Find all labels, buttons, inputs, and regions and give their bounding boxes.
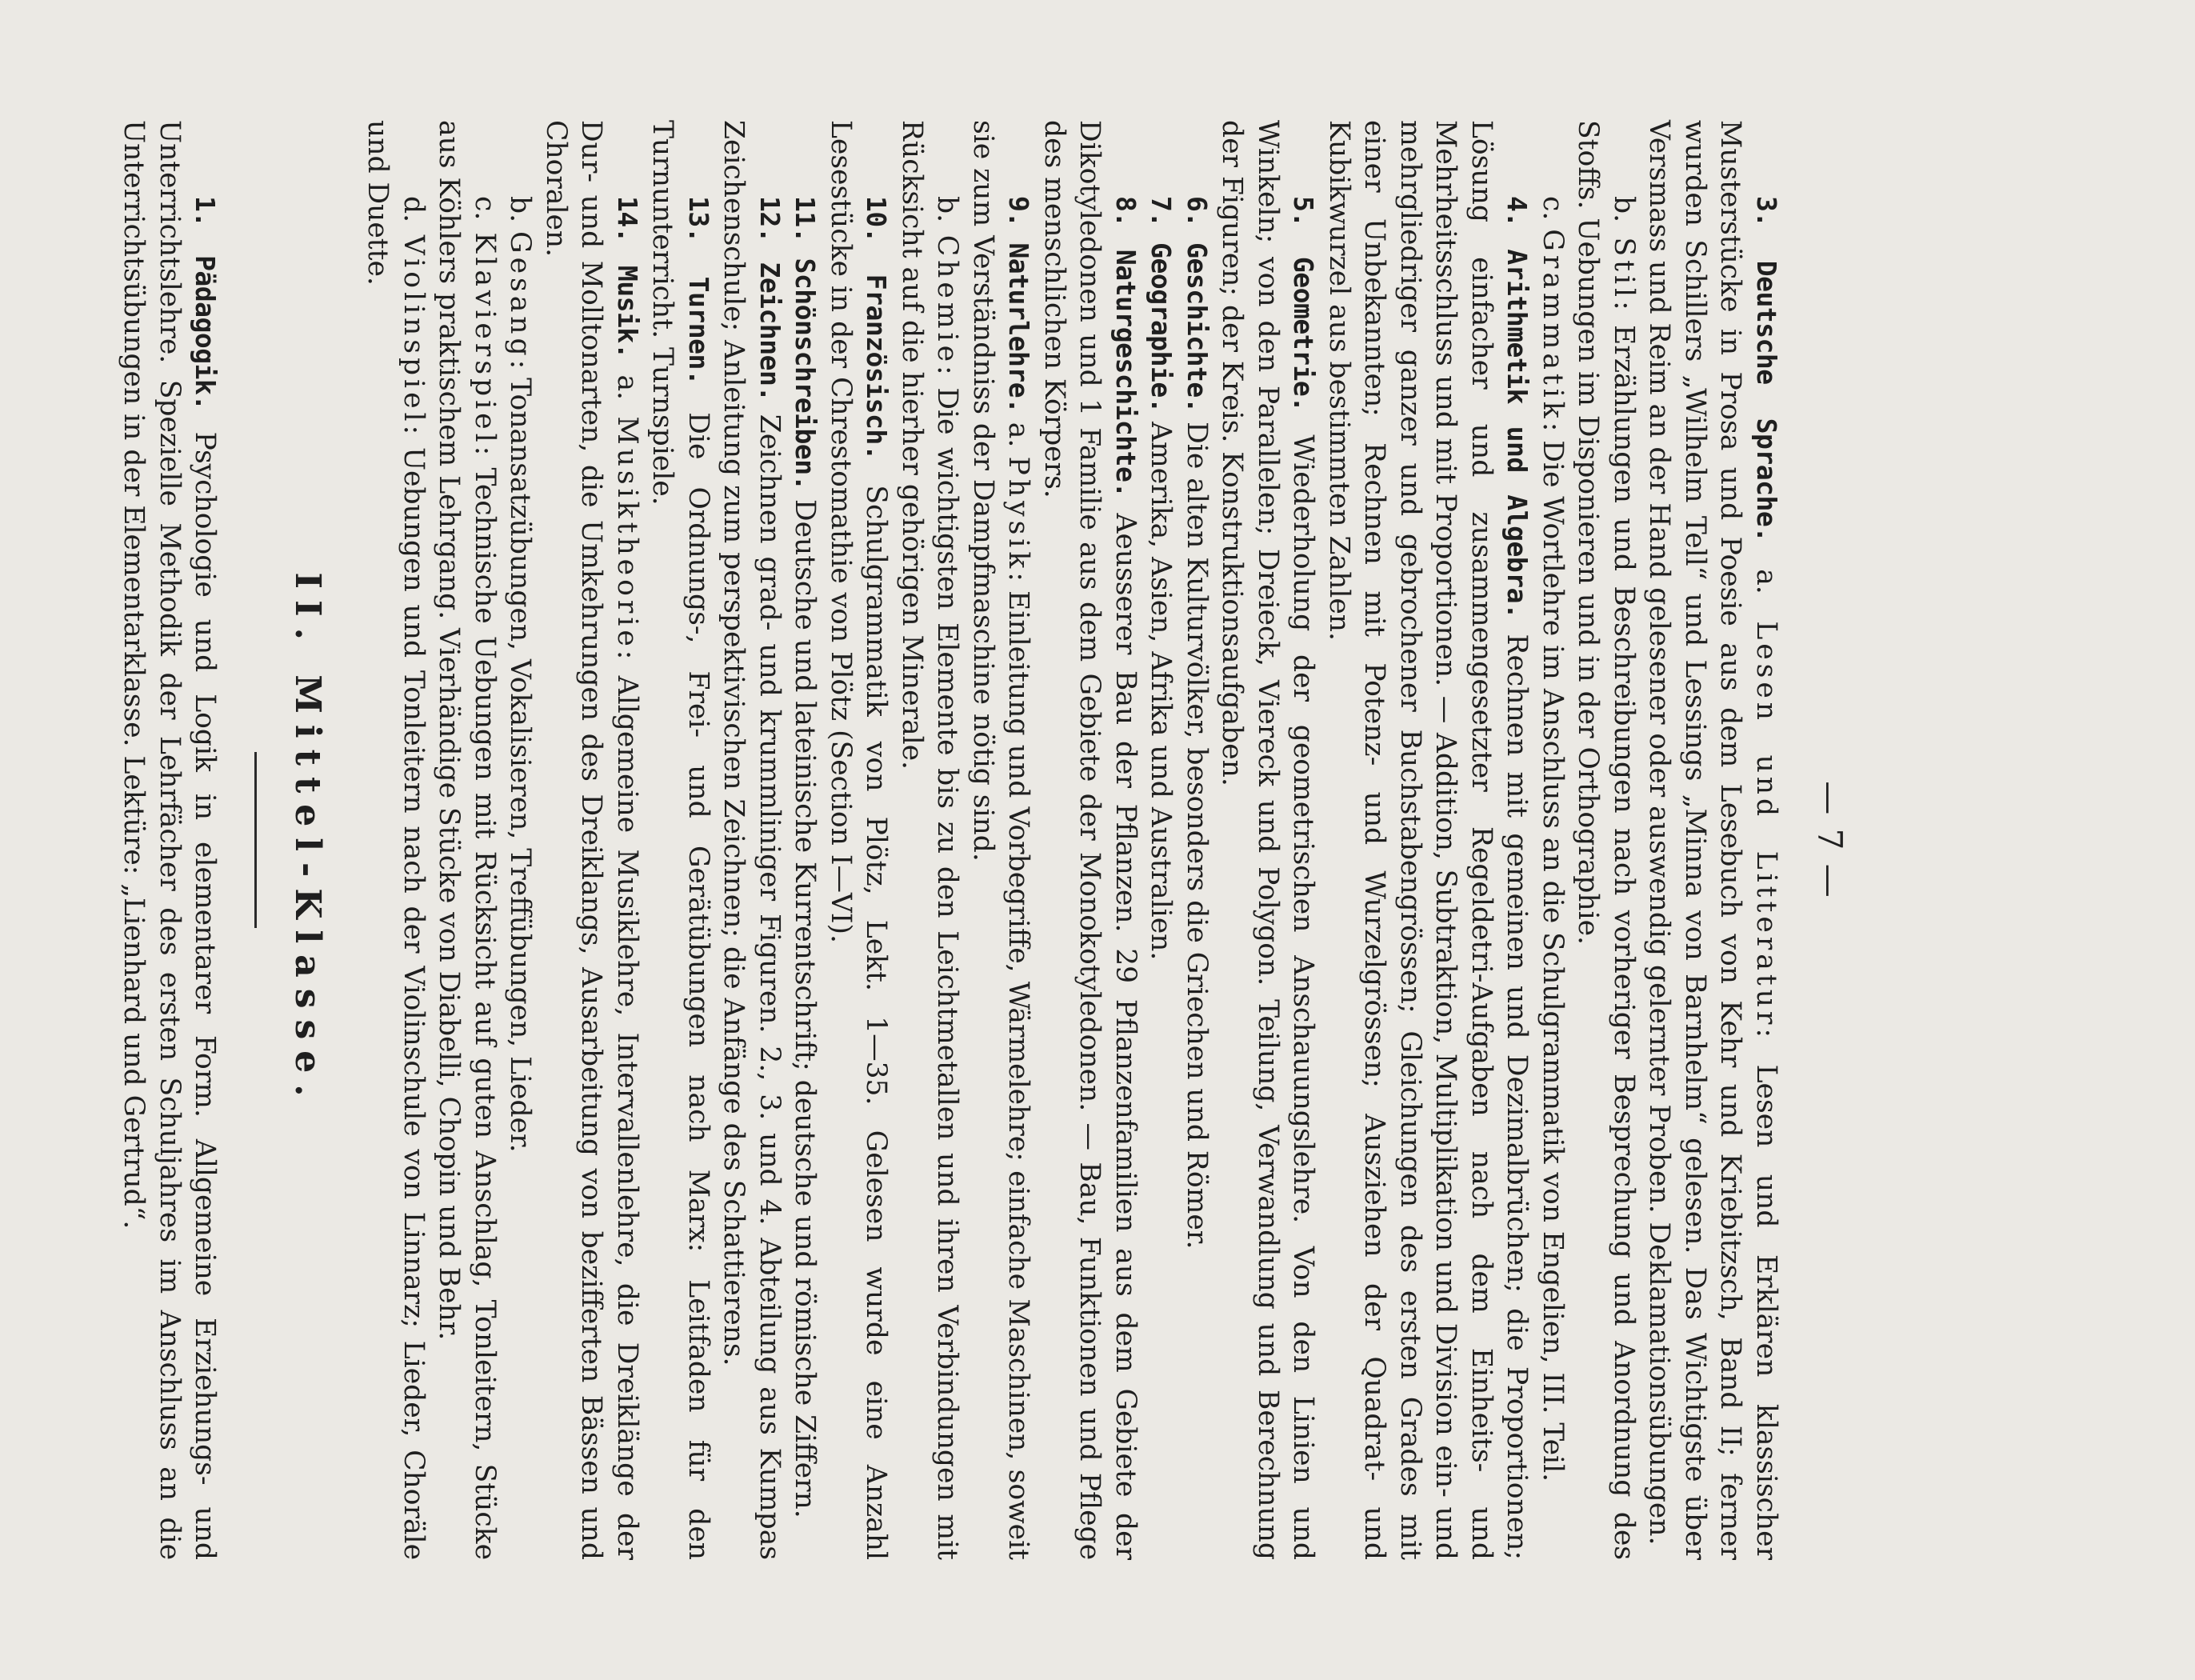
item-marker (1145, 413, 1177, 422)
subject-heading: 11. Schönschreiben. (790, 196, 822, 490)
page-number: — 7 — (1810, 781, 1849, 899)
paragraph-text: Psychologie und Logik in elementarer Form. Allgemeine Erziehungs- und Unterrichtslehre. Spezielle Methodik der Lehrfächer des ersten Schuljahres im Anschluss an die Unterrichtsübungen in der Elementarklasse. Lektüre: „Lienhard und Gertrud“. (118, 120, 222, 1560)
paragraph-text: Amerika, Asien, Afrika und Australien. (1145, 422, 1177, 961)
item-marker (790, 490, 822, 499)
paragraph-text: : Lesen und Erklären klassischer Musterstücke in Prosa und Poesie aus dem Lesebuch von Kehr und Kriebitzsch, Band II; ferner wurden Schillers „Wilhelm Tell“ und Lessings „Minna von Barnhelm“ gelesen. Das Wichtigste über Versmass und Reim an der Hand gelesener oder auswendig gelernter Proben. Deklamationsübungen. (1643, 120, 1782, 1561)
item-marker (1181, 413, 1213, 422)
paragraph-text: Die alten Kulturvölker, besonders die Griechen und Römer. (1181, 422, 1213, 1250)
paragraph (1214, 120, 1321, 1560)
paragraph-text: : Die Wortlehre im Anschluss an die Schulgrammatik von Engelien, III. Teil. (1537, 422, 1569, 1482)
paragraph-text: : Erzählungen und Beschreibungen nach vorheriger Besprechung und Anordnung des Stoffs. Uebungen im Disponieren und in der Orthographie. (1572, 120, 1640, 1560)
item-marker (754, 402, 786, 414)
paragraph (1535, 120, 1571, 1560)
item-marker: b. (1608, 196, 1640, 238)
subject-heading: 3. Deutsche Sprache. (1751, 196, 1782, 542)
paragraph-text: Die Ordnungs-, Frei- und Gerätübungen nach Marx: Leitfaden für den Turnunterricht. Turnspiele. (646, 120, 714, 1561)
subtopic-label: Physik (1002, 456, 1035, 573)
paragraph (1179, 120, 1215, 1560)
paragraph-text: Schulgrammatik von Plötz, Lekt. 1—35. Gelesen wurde eine Anzahl Lesestücke in der Chrestomathie von Plötz (Section I—VI). (825, 120, 893, 1560)
paragraph (1570, 120, 1641, 1560)
item-marker: a. (1750, 542, 1782, 622)
paragraph (1321, 120, 1535, 1560)
paragraph (645, 120, 716, 1560)
paragraph (966, 120, 1037, 1560)
subtopic-label: Chemie (931, 234, 964, 366)
paragraph-text: Deutsche und lateinische Kurrentschrift; deutsche und römische Ziffern. (789, 498, 822, 1518)
paragraph (716, 120, 787, 1560)
item-marker: a. (611, 358, 643, 417)
subject-heading: 9. Naturlehre. (1003, 196, 1035, 414)
paragraph (1037, 120, 1144, 1560)
section-title: II. Mittel-Klasse. (287, 572, 328, 1108)
subject-heading: 13. Turnen. (683, 196, 714, 386)
item-marker (1109, 498, 1141, 514)
item-marker (1288, 412, 1320, 435)
paragraph (1641, 120, 1784, 1560)
paragraph-text: : Die wichtigsten Elemente bis zu den Leichtmetallen und ihren Verbindungen mit Rücksicht auf die hierher gehörigen Minerale. (896, 120, 964, 1560)
item-marker (861, 460, 893, 485)
item-marker: c. (469, 196, 501, 233)
subtopic-label: Stil (1608, 237, 1640, 302)
paragraph-text: Wiederholung der geometrischen Anschauungslehre. Von den Linien und Winkeln; von den Parallelen; Dreieck, Viereck und Polygon. Teilung, Verwandlung und Berechnung der Figuren; der Kreis. Konstruktionsaufgaben. (1216, 120, 1320, 1561)
paragraph-text: Aeusserer Bau der Pflanzen. 29 Pflanzenfamilien aus dem Gebiete der Dikotyledonen und 1 Familie aus dem Gebiete der Monokotyledonen. — Bau, Funktionen und Pflege des menschlichen Körpers. (1038, 120, 1141, 1560)
subtopic-label: Musiktheorie (611, 416, 643, 650)
item-marker (1501, 618, 1533, 634)
subtopic-label: Lesen und Litteratur (1750, 621, 1782, 1029)
paragraph-text: : Tonansatzübungen, Vokalisieren, Treffübungen, Lieder. (504, 359, 537, 1153)
subtopic-label: Klavierspiel (469, 232, 501, 446)
paragraph-text: : Allgemeine Musiklehre, Intervallenlehre, die Dreiklänge der Dur- und Molltonarten, die Umkehrungen des Dreiklangs, Ausarbeitung von bezifferten Bässen und Choralen. (540, 120, 643, 1560)
rotated-text-block (64, 0, 1904, 1680)
paragraph (823, 120, 894, 1560)
subject-heading: 1. Pädagogik. (190, 196, 222, 410)
subtopic-label: Violinspiel (398, 234, 430, 426)
paragraph-text: : Uebungen und Tonleitern nach der Violinschule von Linnarz; Lieder, Choräle und Duette. (362, 120, 430, 1560)
paragraph (1143, 120, 1179, 1560)
item-marker: a. (1002, 413, 1035, 457)
paragraph (502, 120, 538, 1560)
subtopic-label: Grammatik (1537, 229, 1569, 422)
paragraph (538, 120, 646, 1560)
page-body (116, 120, 1784, 1560)
subject-heading: 8. Naturgeschichte. (1110, 196, 1141, 498)
paragraph (787, 120, 823, 1560)
item-marker: d. (398, 196, 430, 235)
subject-heading: 5. Geometrie. (1288, 196, 1320, 412)
subject-heading: 14. Musik. (612, 196, 643, 359)
paragraph-text: Zeichnen grad- und krummliniger Figuren. 2., 3. und 4. Abteilung aus Kumpas Zeichenschule; Anleitung zum perspektivischen Zeichnen; die Anfänge des Schattierens. (718, 120, 786, 1561)
paragraph (431, 120, 502, 1560)
paragraph-text: Rechnen mit gemeinen und Dezimalbrüchen; die Proportionen; Lösung einfacher und zusammengesetzter Regeldetri-Aufgaben nach dem Einheits- und Mehrheitsschluss und mit Proportionen. — Addition, Subtraktion, Multiplikation und Division ein- und mehrgliedriger ganzer und gebrochener Buchstabengrössen; Gleichungen des ersten Grades mit einer Unbekannten; Rechnen mit Potenz- und Wurzelgrössen; Ausziehen der Quadrat- und Kubikwurzel aus bestimmten Zahlen. (1323, 120, 1533, 1560)
paragraph (360, 120, 431, 1560)
paragraph-text: : Einleitung und Vorbegriffe, Wärmelehre; einfache Maschinen, soweit sie zum Verständniss der Dampfmaschine nötig sind. (967, 120, 1035, 1560)
paragraph (116, 120, 223, 1560)
item-marker (682, 385, 714, 412)
subject-heading: 12. Zeichnen. (754, 196, 786, 402)
paragraph-text: : Technische Uebungen mit Rücksicht auf guten Anschlag, Tonleitern, Stücke aus Köhlers praktischem Lehrgang. Vierhändige Stücke von Diabelli, Chopin und Behr. (433, 120, 501, 1560)
subject-heading: 10. Französisch. (861, 196, 893, 461)
subject-heading: 6. Geschichte. (1181, 196, 1213, 414)
item-marker: c. (1537, 196, 1569, 230)
paragraph (894, 120, 966, 1560)
subject-heading: 7. Geographie. (1145, 196, 1177, 414)
item-marker: b. (504, 196, 537, 232)
section-divider-rule (255, 752, 258, 928)
subtopic-label: Gesang (504, 231, 537, 360)
item-marker: b. (931, 196, 964, 235)
subject-heading: 4. Arithmetik und Algebra. (1501, 196, 1533, 619)
